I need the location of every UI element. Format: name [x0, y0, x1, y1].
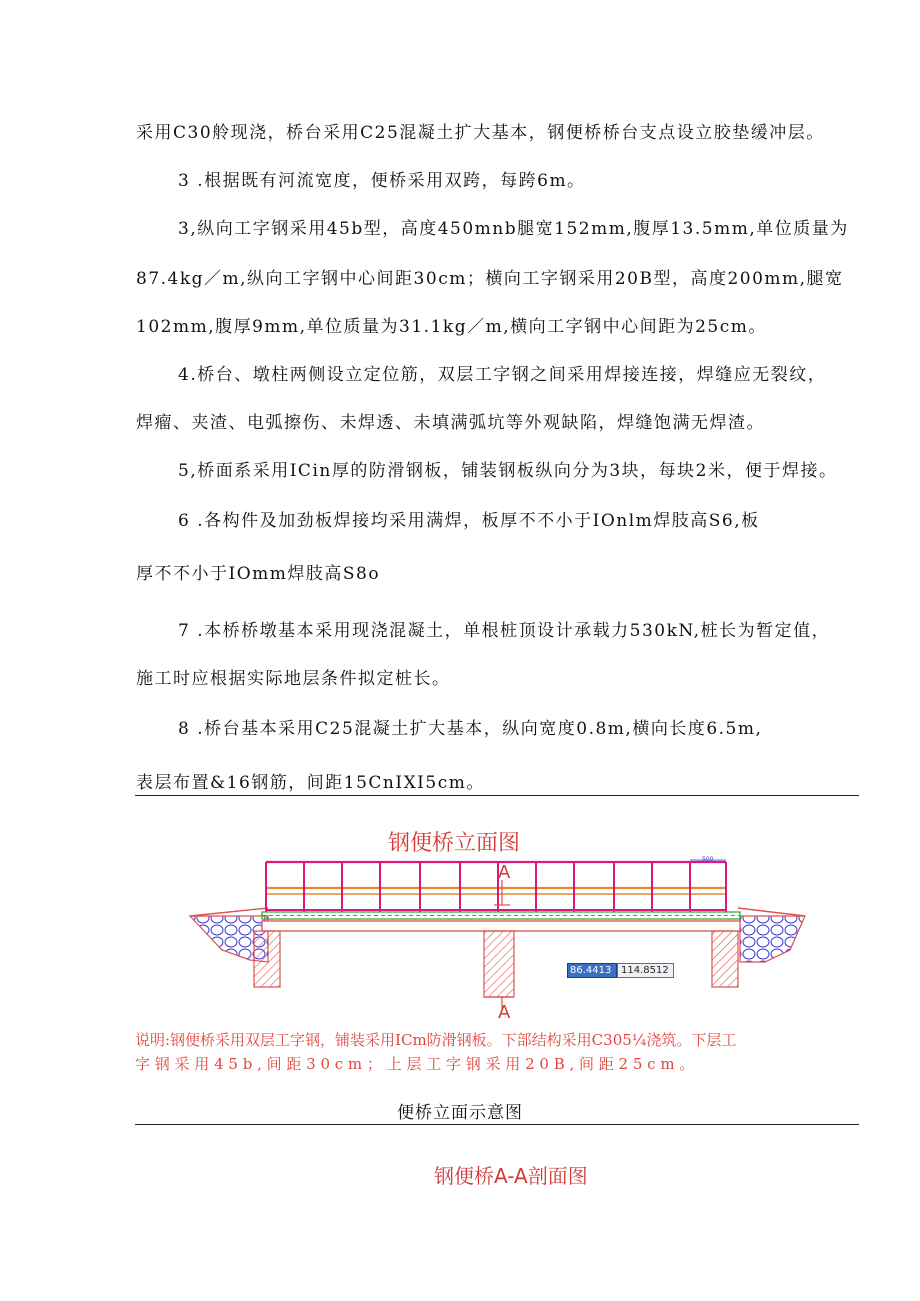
railing [266, 862, 726, 910]
paragraph-13: 8 .桥台基本采用C25混凝土扩大基本，纵向宽度0.8m,横向长度6.5m, [178, 719, 763, 739]
figure-caption: 便桥立面示意图 [397, 1103, 523, 1123]
left-abutment [254, 931, 280, 987]
right-embankment [738, 908, 805, 962]
figure-note-line-1: 说明:钢便桥采用双层工字钢，铺装采用ICm防滑钢板。下部结构采用C305¼浇筑。下层工 [135, 1031, 737, 1049]
right-abutment [712, 931, 738, 987]
paragraph-1: 采用C30舲现浇，桥台采用C25混凝土扩大基本，钢便桥桥台支点设立胶垫缓冲层。 [136, 123, 825, 143]
paragraph-10: 厚不不小于IOmm焊肢高S8o [136, 564, 381, 584]
divider-bottom [135, 1124, 859, 1125]
upper-beam [262, 912, 740, 919]
coordinate-x-input[interactable]: 86.4413 [567, 963, 617, 978]
paragraph-11: 7 .本桥桥墩基本采用现浇混凝土，单根桩顶设计承载力530kN,桩长为暂定值， [178, 621, 831, 641]
figure-title: 钢便桥立面图 [388, 831, 521, 856]
next-section-title: 钢便桥A-A剖面图 [434, 1164, 588, 1188]
paragraph-3: 3,纵向工字钢采用45b型，高度450mnb腿宽152mm,腹厚13.5mm,单位质量为 [178, 219, 849, 239]
paragraph-9: 6 .各构件及加劲板焊接均采用满焊，板厚不不小于IOnlm焊肢高S6,板 [178, 511, 760, 531]
paragraph-7: 焊瘤、夹渣、电弧擦伤、未焊透、未填满弧坑等外观缺陷，焊缝饱满无焊渣。 [136, 413, 765, 433]
lower-beam [262, 921, 740, 931]
middle-pier [484, 931, 514, 997]
paragraph-12: 施工时应根据实际地层条件拟定桩长。 [136, 669, 451, 689]
dimension-label: 500 [702, 856, 714, 863]
section-mark-bottom: A [498, 1002, 511, 1023]
paragraph-4: 87.4kg／m,纵向工字钢中心间距30cm；横向工字钢采用20B型，高度200mm,腿宽 [136, 269, 844, 289]
paragraph-2: 3 .根据既有河流宽度，便桥采用双跨，每跨6m。 [178, 171, 586, 191]
coordinate-y-input[interactable]: 114.8512 [617, 963, 674, 978]
paragraph-8: 5,桥面系采用ICin厚的防滑钢板，铺装钢板纵向分为3块，每块2米，便于焊接。 [178, 461, 838, 481]
figure-note-line-2: 字 钢 采 用 4 5 b , 间 距 3 0 c m ； 上 层 工 字 钢 采 用 2 0 B , 间 距 2 5 c m 。 [135, 1055, 695, 1073]
section-mark-top: A [498, 862, 511, 883]
paragraph-5: 102mm,腹厚9mm,单位质量为31.1kg／m,横向工字钢中心间距为25cm。 [136, 317, 767, 337]
paragraph-6: 4.桥台、墩柱两侧设立定位筋，双层工字钢之间采用焊接连接，焊缝应无裂纹， [178, 365, 827, 385]
paragraph-14: 表层布置&16钢筋，间距15CnIXI5cm。 [136, 773, 485, 793]
